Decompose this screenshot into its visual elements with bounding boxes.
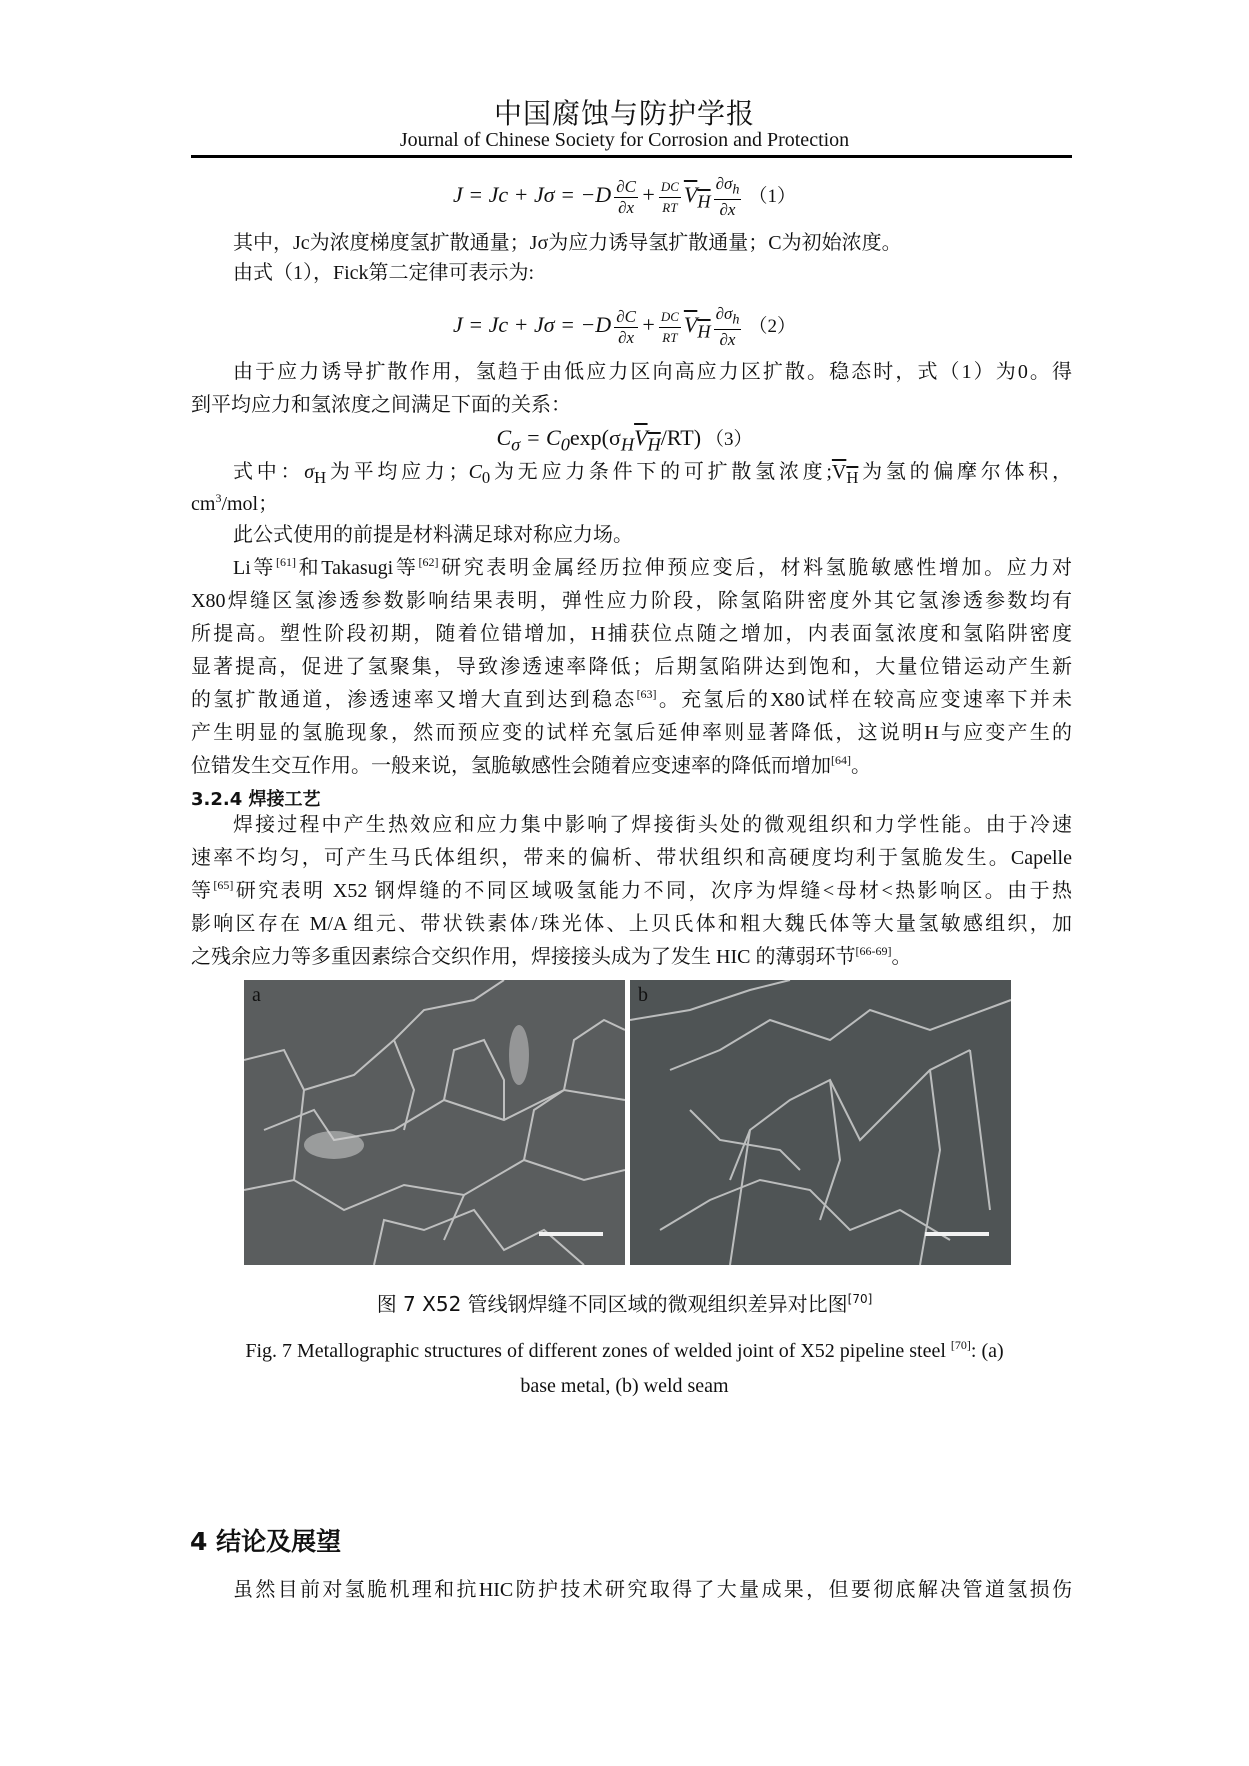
sigma-sub: h [732,181,740,198]
paragraph-line: 焊接过程中产生热效应和应力集中影响了焊接街头处的微观组织和力学性能。由于冷速 [233,814,1072,836]
paragraph-line: 产生明显的氢脆现象，然而预应变的试样充氢后延伸率则显著降低，这说明H与应变产生的 [191,722,1072,744]
section-heading-3-2-4: 3.2.4 焊接工艺 [191,789,321,810]
text: 研究表明 X52 钢焊缝的不同区域吸氢能力不同，次序为焊缝<母材<热影响区。由于热 [233,880,1072,902]
paragraph-line: 速率不均匀，可产生马氏体组织，带来的偏析、带状组织和高硬度均利于氢脆发生。Capelle [191,847,1072,869]
frac-den: ∂x [719,330,736,350]
panel-label-a: a [252,984,261,1006]
paragraph-line: 其中，Jc为浓度梯度氢扩散通量；Jσ为应力诱导氢扩散通量；C为初始浓度。 [233,232,902,254]
text: 。充氢后的X80试样在较高应变速率下并未 [656,689,1073,711]
frac-den: ∂x [618,197,635,217]
citation: [70] [847,1292,873,1306]
fraction [659,307,681,348]
frac-den: RT [662,329,678,345]
header-rule [191,155,1072,158]
sigma-sub: h [732,311,740,328]
sigma: ∂σ [715,174,733,193]
fraction [714,174,742,220]
equation-3 [0,424,1249,455]
equation-number: （1） [748,186,796,208]
paragraph-line: 由于应力诱导扩散作用，氢趋于由低应力区向高应力区扩散。稳态时，式（1）为0。得 [233,361,1072,383]
fraction [714,304,742,350]
vh-symbol [683,182,711,212]
eq-part: /RT) [660,425,702,450]
plus: + [640,182,656,208]
eq-sub: σ [511,434,521,455]
frac-num [714,304,742,330]
symbol-sub: 0 [481,468,491,487]
paragraph-line: 到平均应力和氢浓度之间满足下面的关系： [191,394,571,416]
scale-bar [925,1232,989,1236]
eq-part: exp(σ [569,425,621,450]
vh-sub: H [697,191,711,212]
vh: V [634,425,648,450]
citation: [64] [831,753,851,767]
micrograph-weld-seam [630,980,1011,1265]
vh-sub: H [647,434,661,455]
frac-num: DC [659,307,681,328]
eq-part: C [496,425,512,450]
frac-den: ∂x [618,327,635,347]
eq-sub: H [620,434,635,455]
vh-sub: H [846,468,859,487]
vh-symbol [634,425,661,455]
text: 和Takasugi等 [296,557,419,579]
paragraph-line [191,456,1072,489]
text: 。 [891,946,912,968]
eq-sub: 0 [560,434,570,455]
fraction [614,177,638,218]
fraction [614,307,638,348]
vh: V [831,461,847,483]
text: cm [191,493,216,515]
frac-num [714,174,742,200]
eq-lhs: J = Jc + Jσ = −D [453,312,612,338]
text: 式中： [233,461,305,483]
figure-caption-cn [0,1288,1249,1317]
citation: [63] [636,687,657,701]
text: 之残余应力等多重因素综合交织作用，焊接接头成为了发生 HIC 的薄弱环节 [191,946,856,968]
symbol-sub: H [314,468,327,487]
superscript: 3 [215,491,222,505]
equation-2 [0,304,1249,350]
citation: [61] [276,555,297,569]
text: /mol； [221,493,279,515]
figure-caption-en [0,1340,1249,1363]
fraction [659,177,681,218]
paragraph-line [191,875,1072,908]
text: : (a) [970,1340,1004,1362]
section-heading-4: 4 结论及展望 [190,1527,342,1556]
vh: V [683,182,698,208]
symbol: σ [304,461,315,483]
figure-caption-en-line2: base metal, (b) weld seam [520,1375,729,1397]
vh: V [683,312,698,338]
grain-boundaries [244,980,625,1265]
frac-num: ∂C [616,306,636,326]
paragraph-line: 显著提高，促进了氢聚集，导致渗透速率降低；后期氢陷阱达到饱和，大量位错运动产生新 [191,656,1072,678]
text: 为氢的偏摩尔体积， [858,461,1073,483]
text: 的氢扩散通道，渗透速率又增大直到达到稳态 [191,689,637,711]
text: 图 7 X52 管线钢焊缝不同区域的微观组织差异对比图 [376,1292,848,1316]
grain-boundaries [630,980,1011,1265]
equation-number: （3） [705,429,753,450]
text: Fig. 7 Metallographic structures of different zones of welded joint of X52 pipeline steel [245,1340,951,1362]
frac-num: DC [659,177,681,198]
paragraph-line [191,488,1072,521]
paragraph-line: 此公式使用的前提是材料满足球对称应力场。 [233,524,633,546]
paragraph-line: X80焊缝区氢渗透参数影响结果表明，弹性应力阶段，除氢陷阱密度外其它氢渗透参数均有 [191,590,1072,612]
paragraph-line [191,684,1072,717]
text: Li等 [233,557,277,579]
frac-num: ∂C [616,176,636,196]
citation: [66-69] [855,944,892,958]
sigma: ∂σ [715,304,733,323]
frac-den: ∂x [719,200,736,220]
symbol: C [468,461,482,483]
micrograph-base-metal [244,980,625,1265]
citation: [65] [213,878,234,892]
eq-lhs: J = Jc + Jσ = −D [453,182,612,208]
plus: + [640,312,656,338]
citation: [62] [418,555,439,569]
vh-sub: H [697,321,711,342]
vh-symbol [683,312,711,342]
paragraph-line [191,552,1072,585]
text: 为无应力条件下的可扩散氢浓度; [490,461,832,483]
scale-bar [539,1232,603,1236]
journal-title-en: Journal of Chinese Society for Corrosion and Protection [399,129,850,151]
paragraph-line: 虽然目前对氢脆机理和抗HIC防护技术研究取得了大量成果，但要彻底解决管道氢损伤 [233,1579,1072,1601]
text: 研究表明金属经历拉伸预应变后，材料氢脆敏感性增加。应力对 [438,557,1072,579]
text: 为平均应力； [326,461,469,483]
panel-label-b: b [638,984,648,1006]
paragraph-line: 影响区存在 M/A 组元、带状铁素体/珠光体、上贝氏体和粗大魏氏体等大量氢敏感组织，加 [191,913,1072,935]
paragraph-line: 所提高。塑性阶段初期，随着位错增加，H捕获位点随之增加，内表面氢浓度和氢陷阱密度 [191,623,1072,645]
paragraph-line [191,750,1072,783]
frac-den: RT [662,199,678,215]
journal-title-cn: 中国腐蚀与防护学报 [493,99,755,130]
paragraph-line [191,941,1072,974]
equation-number: （2） [748,316,796,338]
text: 等 [191,880,214,902]
text: 位错发生交互作用。一般来说，氢脆敏感性会随着应变速率的降低而增加 [191,755,831,777]
vh-symbol [831,461,859,487]
text: 。 [851,755,871,777]
citation: [70] [950,1338,971,1352]
equation-1 [0,174,1249,220]
eq-part: = C [520,425,561,450]
paragraph-line: 由式（1），Fick第二定律可表示为: [233,262,535,284]
